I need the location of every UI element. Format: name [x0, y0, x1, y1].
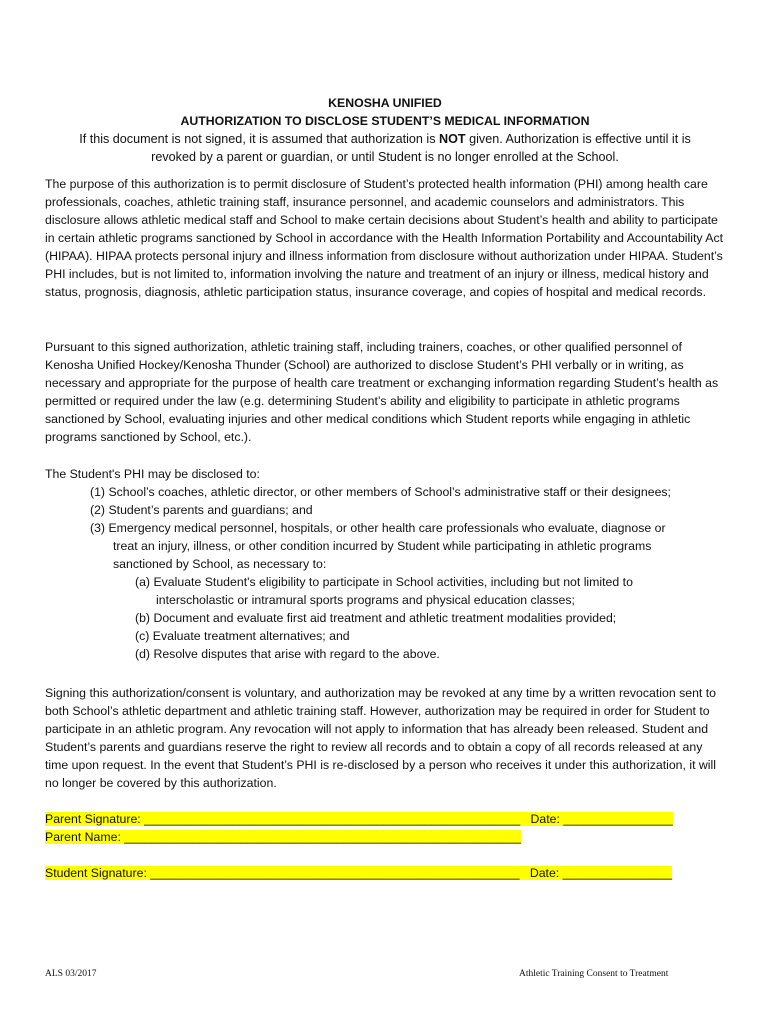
voluntary-paragraph: Signing this authorization/consent is voluntary, and authorization may be revoked at any time by a written revocation sent to both School’s athletic department and athletic training staff. However, authorization may be required in order for Student to participate in an athletic program. Any revocation will not apply to information that has already been released. Student and Student’s parents and guardians reserve the right to review all records and to obtain a copy of all records released at any time upon request. In the event that Student’s PHI is re-disclosed by a person who receives it under this authorization, it will no longer be covered by this authorization.: [45, 686, 717, 790]
notice-text-end: given. Authorization is effective until it is revoked by a parent or guardian, or until Student is no longer enrolled at the School.: [151, 132, 691, 164]
parent-signature-line[interactable]: [45, 810, 673, 828]
student-signature-field[interactable]: Student Signature: ______________________________________________________ Date: ________________: [45, 866, 673, 880]
document-header: [0, 94, 770, 166]
sub-list-item: (d) Resolve disputes that arise with regard to the above.: [135, 647, 440, 661]
footer-form-code: ALS 03/2017: [45, 969, 97, 979]
org-name: KENOSHA UNIFIED: [328, 96, 442, 110]
authorization-notice: [0, 130, 770, 166]
pursuant-paragraph: Pursuant to this signed authorization, athletic training staff, including trainers, coaches, or other qualified personnel of Kenosha Unified Hockey/Kenosha Thunder (School) are authorized to disclose Student’s PHI verbally or in writing, as necessary and appropriate for the purpose of health care treatment or exchanging information regarding Student’s health as permitted or required under the law (e.g. determining Student’s ability and eligibility to participate in athletic programs sanctioned by School, evaluating injuries and other medical conditions which Student reports while engaging in athletic programs sanctioned by School, etc.).: [45, 340, 719, 444]
list-item-continued: treat an injury, illness, or other condition incurred by Student while participating in athletic programs: [113, 539, 652, 553]
notice-bold-not: NOT: [439, 132, 466, 146]
list-item: (2) Student’s parents and guardians; and: [90, 503, 313, 517]
parent-name-field[interactable]: Parent Name: __________________________________________________________: [45, 830, 521, 844]
list-item-continued: sanctioned by School, as necessary to:: [113, 557, 327, 571]
parent-name-line[interactable]: [45, 828, 521, 846]
list-item: (3) Emergency medical personnel, hospitals, or other health care professionals who evaluate, diagnose or: [90, 521, 666, 535]
parent-signature-field[interactable]: Parent Signature: _______________________________________________________ Date: ________________: [45, 812, 673, 826]
student-signature-line[interactable]: [45, 864, 672, 882]
footer-form-title: Athletic Training Consent to Treatment: [519, 969, 669, 979]
document-title: AUTHORIZATION TO DISCLOSE STUDENT’S MEDICAL INFORMATION: [180, 114, 590, 128]
disclosed-intro: The Student's PHI may be disclosed to:: [45, 467, 260, 481]
purpose-paragraph: The purpose of this authorization is to permit disclosure of Student’s protected health information (PHI) among health care professionals, coaches, athletic training staff, insurance personnel, and academic counselors and administrators. This disclosure allows athletic medical staff and School to make certain decisions about Student’s health and ability to participate in certain athletic programs sanctioned by School in accordance with the Health Information Portability and Accountability Act (HIPAA). HIPAA protects personal injury and illness information from disclosure without authorization under HIPAA. Student’s PHI includes, but is not limited to, information involving the nature and treatment of an injury or illness, medical history and status, prognosis, diagnosis, athletic participation status, insurance coverage, and copies of hospital and medical records.: [45, 177, 724, 299]
sub-list-item-continued: interscholastic or intramural sports programs and physical education classes;: [156, 593, 575, 607]
notice-text-start: If this document is not signed, it is assumed that authorization is: [79, 132, 440, 146]
list-item: (1) School’s coaches, athletic director, or other members of School’s administrative staff or their designees;: [90, 485, 671, 499]
sub-list-item: (c) Evaluate treatment alternatives; and: [135, 629, 350, 643]
sub-list-item: (b) Document and evaluate first aid treatment and athletic treatment modalities provided;: [135, 611, 617, 625]
sub-list-item: (a) Evaluate Student's eligibility to participate in School activities, including but not limited to: [135, 575, 633, 589]
